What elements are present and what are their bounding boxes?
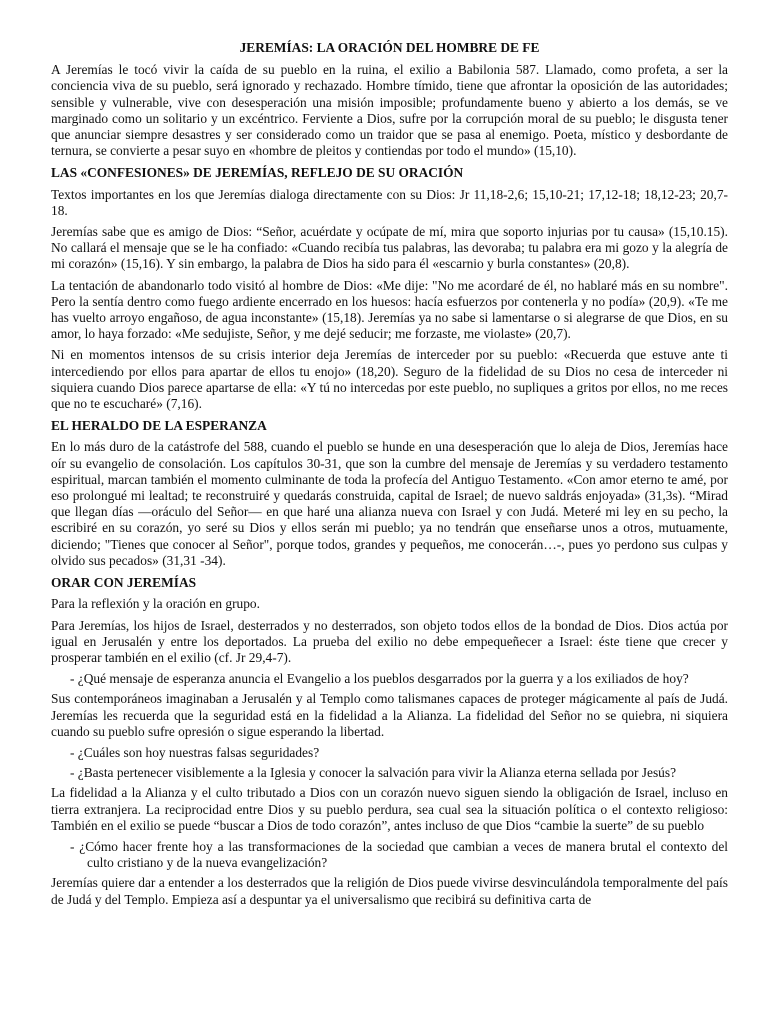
intro-paragraph: A Jeremías le tocó vivir la caída de su pueblo en la ruina, el exilio a Babilonia 587. Llamado, como profeta, a ser la conciencia viva de su pueblo, será ignorado y rechazado. Hombre tímido, tiene que afrontar la oposición de las autoridades; sensible y vulnerable, vive con desesperación una misión imposible; profundamente bueno y abierto a los demás, se ve marginado como un solitario y un excéntrico. Ferviente a Dios, sufre por la corrupción moral de su pueblo; le disgusta tener que anunciar siempre desastres y ser considerado como un traidor que se pasa al enemigo. Poeta, místico y desbordante de ternura, se convierte a pesar suyo en «hombre de pleitos y contiendas por todo el mundo» (15,10). [51, 62, 728, 159]
section-heading-orar: ORAR CON JEREMÍAS [51, 575, 197, 591]
orar-paragraph-5: Jeremías quiere dar a entender a los desterrados que la religión de Dios puede vivirse desvinculándola temporalmente del país de Judá y del Templo. Empieza así a despuntar ya el universalismo que recibirá su definitiva carta de [51, 875, 728, 907]
orar-paragraph-2: Para Jeremías, los hijos de Israel, desterrados y no desterrados, son objeto todos ellos de la bondad de Dios. Dios actúa por igual en Jerusalén y entre los deportados. La prueba del exilio no debe empequeñecer a Israel: éste tiene que crecer y prosperar también en el exilio (cf. Jr 29,4-7). [51, 617, 728, 665]
confesiones-paragraph-4: Ni en momentos intensos de su crisis interior deja Jeremías de interceder por su pueblo: «Recuerda que estuve ante ti intercediendo por ellos para apartar de ellos tu enojo» (18,20). Seguro de la fidelidad de su Dios no cesa de interceder ni siquiera cuando Dios parece apartarse de ella: «Y tú no intercedas por este pueblo, no supliques a gritos por ellos, no me reces que no te escucharé» (7,16). [51, 347, 728, 412]
orar-question-3: - ¿Basta pertenecer visiblemente a la Iglesia y conocer la salvación para vivir la Alianza eterna sellada por Jesús? [70, 765, 677, 781]
orar-paragraph-1: Para la reflexión y la oración en grupo. [51, 596, 260, 612]
confesiones-paragraph-2: Jeremías sabe que es amigo de Dios: “Señor, acuérdate y ocúpate de mí, mira que soporto injurias por tu causa» (15,10.15). No callará el mensaje que se le ha confiado: «Cuando recibía tus palabras, las devoraba; tu palabra era mi gozo y la alegría de mi corazón» (15,16). Y sin embargo, la palabra de Dios ha sido para él «escarnio y burla constantes» (20,8). [51, 224, 728, 272]
confesiones-paragraph-1: Textos importantes en los que Jeremías dialoga directamente con su Dios: Jr 11,18-2,6; 15,10-21; 17,12-18; 18,12-23; 20,7-18. [51, 186, 728, 218]
orar-question-4: - ¿Cómo hacer frente hoy a las transformaciones de la sociedad que cambian a veces de manera brutal el contexto del culto cristiano y de la nueva evangelización? [70, 838, 728, 871]
section-heading-heraldo: EL HERALDO DE LA ESPERANZA [51, 418, 267, 434]
orar-question-1: - ¿Qué mensaje de esperanza anuncia el Evangelio a los pueblos desgarrados por la guerra y a los exiliados de hoy? [70, 671, 689, 687]
orar-paragraph-4: La fidelidad a la Alianza y el culto tributado a Dios con un corazón nuevo siguen siendo la obligación de Israel, incluso en tierra extranjera. La reciprocidad entre Dios y su pueblo perdura, sea cual sea la situación política o el contexto religioso: También en el exilio se puede “buscar a Dios de todo corazón”, antes incluso de que Dios “cambie la suerte” de su pueblo [51, 785, 728, 833]
heraldo-paragraph-1: En lo más duro de la catástrofe del 588, cuando el pueblo se hunde en una desesperación que lo aleja de Dios, Jeremías hace oír su evangelio de consolación. Los capítulos 30-31, que son la cumbre del mensaje de Jeremías y su verdadero testamento espiritual, marcan también el momento culminante de toda la profecía del Antiguo Testamento. «Con amor eterno te amé, por eso prolongué mi lealtad; te reconstruiré y quedarás construida, capital de Israel; de nuevo saldrás enjoyada» (31,3s). “Mirad que llegan días —oráculo del Señor— en que haré una alianza nueva con Israel y con Judá. Meteré mi ley en su pecho, la escribiré en su corazón, yo seré su Dios y ellos serán mi pueblo; ya no tendrán que enseñarse unos a otros, mutuamente, diciendo; "Tienes que conocer al Señor", porque todos, grandes y pequeños, me conocerán…-, pues yo perdono sus culpas y olvido sus pecados» (31,31 -34). [51, 439, 728, 568]
orar-paragraph-3: Sus contemporáneos imaginaban a Jerusalén y al Templo como talismanes capaces de proteger mágicamente al país de Judá. Jeremías les recuerda que la seguridad está en la fidelidad a la Alianza. La fidelidad del Señor no se quiebra, ni siquiera cuando su pueblo sufre opresión o sigue esperando la libertad. [51, 691, 728, 739]
document-title: JEREMÍAS: LA ORACIÓN DEL HOMBRE DE FE [239, 40, 540, 55]
orar-question-2: - ¿Cuáles son hoy nuestras falsas seguridades? [70, 744, 320, 760]
confesiones-paragraph-3: La tentación de abandonarlo todo visitó al hombre de Dios: «Me dije: "No me acordaré de él, no hablaré más en su nombre". Pero la sentía dentro como fuego ardiente encerrado en los huesos: hacía esfuerzos por contenerla y no podía» (20,9). «Te me has vuelto arroyo engañoso, de agua inconstante» (15,18). Jeremías ya no sabe si lamentarse o si alegrarse de que Dios, en su amor, lo haya forzado: «Me sedujiste, Señor, y me dejé seducir; me forzaste, me violaste» (20,7). [51, 277, 728, 342]
section-heading-confesiones: LAS «CONFESIONES» DE JEREMÍAS, REFLEJO DE SU ORACIÓN [51, 165, 464, 181]
